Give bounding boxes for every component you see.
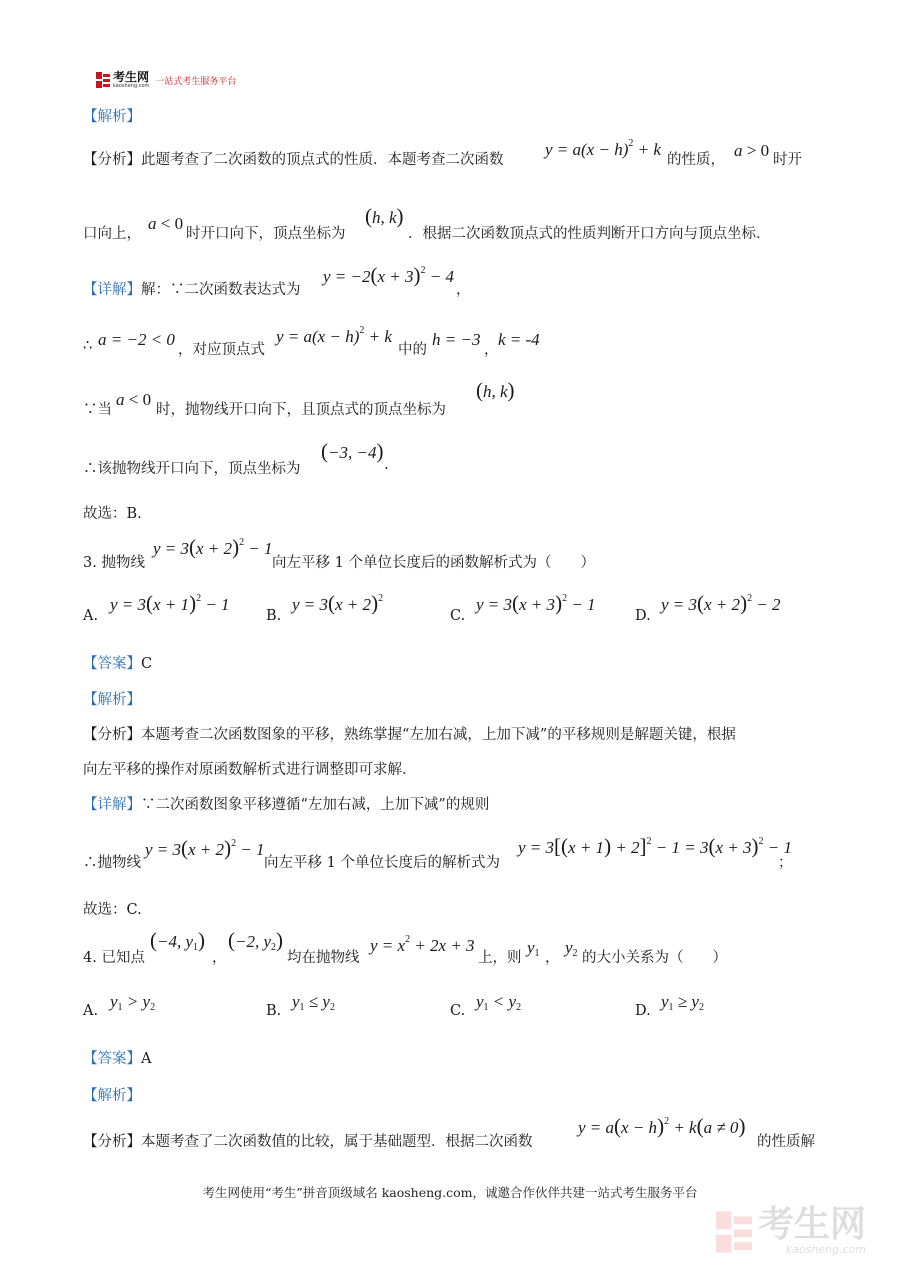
watermark-name: 考生网 (758, 1204, 867, 1245)
q3-option-d-label: D. (635, 608, 651, 624)
q3-option-b-formula: $y = 3(x + 2)^2$ (292, 591, 384, 615)
q3-answer-tag: 【答案】 (83, 656, 141, 672)
q3-formula-parabola: $y = 3(x + 2)^2 - 1$ (153, 535, 273, 559)
watermark (716, 1204, 867, 1256)
q4-option-a-label: A. (83, 1003, 99, 1019)
q2-fenxi-text-f: ．根据二次函数顶点式的性质判断开口方向与顶点坐标． (408, 226, 771, 242)
q3-answer-line: 故选：C. (83, 902, 142, 918)
page-footer: 考生网使用“考生”拼音顶级域名 kaosheng.com，诚邀合作伙伴共建一站式考生服务平台 (202, 1185, 698, 1200)
q4-option-d-label: D. (635, 1003, 651, 1019)
q3-line2-text-c: ； (778, 855, 793, 871)
q3-option-c-formula: $y = 3(x + 3)^2 - 1$ (476, 591, 596, 615)
q2-line4-text-a: ∴该抛物线开口向下，顶点坐标为 (83, 461, 301, 477)
q4-fenxi-text-a: 本题考查了二次函数值的比较，属于基础题型．根据二次函数 (141, 1134, 533, 1150)
q4-stem-text-c: 均在抛物线 (287, 950, 360, 966)
q3-jiexi-tag: 【解析】 (83, 692, 141, 708)
header-logo (96, 71, 236, 89)
q2-xiangjie-text-b: ， (456, 282, 471, 298)
q4-option-a-formula: $y_1 > y_2$ (110, 992, 156, 1013)
q2-fenxi-text-d: 口向上， (83, 226, 141, 242)
q3-fenxi-tag: 【分析】 (83, 727, 141, 743)
q4-stem-text-e: ， (545, 950, 560, 966)
q4-option-b-formula: $y_1 \le y_2$ (292, 992, 335, 1013)
logo-name: 考生网 (113, 70, 150, 84)
q4-point-1: (−4, $y_1$) (150, 928, 206, 953)
q4-stem-text-d: 上，则 (478, 950, 522, 966)
q3-option-a-label: A. (83, 608, 99, 624)
q4-stem-start (83, 946, 145, 967)
q2-line2-text-c: 中的 (398, 342, 427, 358)
q2-xiangjie-line1 (83, 278, 301, 299)
q3-answer: C (141, 656, 153, 672)
q3-option-d-formula: $y = 3(x + 2)^2 - 2$ (661, 591, 781, 615)
q2-formula-a-value: a = −2 < 0 (98, 330, 175, 349)
q2-fenxi-line1 (83, 148, 504, 169)
q2-line3-text-b: 时，抛物线开口向下，且顶点式的顶点坐标为 (156, 402, 446, 418)
q3-fenxi-text-2: 向左平移的操作对原函数解析式进行调整即可求解． (83, 762, 417, 778)
q4-stem-text-a: 已知点 (101, 950, 145, 966)
q3-formula-parabola-2: $y = 3(x + 2)^2 - 1$ (145, 836, 265, 860)
q2-formula-hk: (h, k) (365, 204, 404, 228)
q4-jiexi-tag: 【解析】 (83, 1088, 141, 1104)
kaosheng-logo-icon (96, 72, 110, 88)
q2-formula-vertex-form-2: $y = a(x - h)^2 + k$ (276, 325, 392, 346)
q2-line3-text-a: ∵当 (83, 402, 112, 418)
header-slogan: 一站式考生服务平台 (155, 76, 237, 87)
q4-formula-vertex-form: $y = a(x - h)^2 + k(a \ne 0)$ (578, 1114, 746, 1138)
watermark-logo-icon (716, 1210, 752, 1254)
q2-line2-text-b: ，对应顶点式 (178, 342, 265, 358)
q4-number: 4. (83, 950, 97, 966)
q3-stem-text-a: 抛物线 (101, 555, 145, 571)
logo-domain: kaosheng.com (113, 83, 150, 89)
q2-formula-vertex: (−3, −4) (321, 439, 384, 463)
q3-xiangjie-text-1: ∵二次函数图象平移遵循“左加右减，上加下减”的规则 (141, 797, 490, 813)
q2-formula-vertex-form: $y = a(x - h)^2 + k$ (545, 138, 661, 159)
q4-option-d-formula: $y_1 \ge y_2$ (661, 992, 704, 1013)
q4-answer-row (83, 1047, 151, 1068)
q2-answer-line: 故选：B. (83, 506, 142, 522)
q2-formula-a-lt-0: a < 0 (148, 214, 184, 233)
watermark-domain: kaosheng.com (785, 1243, 867, 1256)
q3-fenxi-line1 (83, 723, 736, 744)
q2-xiangjie-text-a: 解：∵二次函数表达式为 (141, 282, 301, 298)
q3-number: 3. (83, 555, 97, 571)
q2-fenxi-text-b: 的性质， (667, 152, 725, 168)
q3-answer-row (83, 652, 152, 673)
q2-fenxi-text-a: 此题考查了二次函数的顶点式的性质．本题考查二次函数 (141, 152, 504, 168)
q4-fenxi-text-b: 的性质解 (757, 1134, 815, 1150)
q3-option-a-formula: $y = 3(x + 1)^2 - 1$ (110, 591, 230, 615)
q2-line2-text-a: ∴ (83, 338, 93, 354)
q2-formula-hk-2: (h, k) (476, 378, 515, 402)
q3-option-c-label: C. (450, 608, 466, 624)
q4-fenxi-line1 (83, 1130, 533, 1151)
q2-formula-h-value: h = −3 (432, 330, 481, 349)
q2-line2-text-d: ， (484, 342, 499, 358)
q3-option-b-label: B. (266, 608, 282, 624)
q4-option-c-formula: $y_1 < y_2$ (476, 992, 522, 1013)
q3-xiangjie-line1 (83, 793, 489, 814)
q4-formula-parabola: $y = x^2 + 2x + 3$ (370, 934, 475, 955)
q3-formula-result: $y = 3[(x + 1) + 2]^2 - 1 = 3(x + 3)^2 - 1$ (518, 834, 793, 858)
q2-formula-a-gt-0: a > 0 (734, 141, 770, 160)
q3-fenxi-text-1: 本题考查二次函数图象的平移，熟练掌握“左加右减，上加下减”的平移规则是解题关键，根据 (141, 727, 736, 743)
q4-var-y2: $y_2$ (565, 938, 578, 959)
q4-stem-text-b: ， (212, 950, 227, 966)
q2-line4-text-b: . (384, 457, 389, 473)
q2-xiangjie-tag: 【详解】 (83, 282, 141, 298)
q2-formula-expression: $y = -2(x + 3)^2 - 4$ (323, 263, 455, 287)
q4-answer-tag: 【答案】 (83, 1051, 141, 1067)
q4-var-y1: $y_1$ (527, 938, 540, 959)
q2-fenxi-text-c: 时开 (773, 152, 802, 168)
q4-option-c-label: C. (450, 1003, 466, 1019)
q3-stem-start (83, 551, 145, 572)
q2-jiexi-tag: 【解析】 (83, 109, 141, 125)
q3-line2-text-a: ∴抛物线 (83, 855, 141, 871)
q2-formula-k-value: k = -4 (498, 330, 540, 349)
q4-point-2: (−2, $y_2$) (228, 928, 284, 953)
q2-fenxi-text-e: 时开口向下，顶点坐标为 (186, 226, 346, 242)
q2-formula-a-lt-0-2: a < 0 (116, 390, 152, 409)
q4-option-b-label: B. (266, 1003, 282, 1019)
q4-fenxi-tag: 【分析】 (83, 1134, 141, 1150)
q3-xiangjie-tag: 【详解】 (83, 797, 141, 813)
q3-stem-text-b: 向左平移 1 个单位长度后的函数解析式为（ ） (272, 555, 595, 571)
q3-line2-text-b: 向左平移 1 个单位长度后的解析式为 (264, 855, 500, 871)
q4-answer: A (141, 1051, 152, 1067)
q2-fenxi-tag: 【分析】 (83, 152, 141, 168)
q4-stem-text-f: 的大小关系为（ ） (582, 950, 727, 966)
